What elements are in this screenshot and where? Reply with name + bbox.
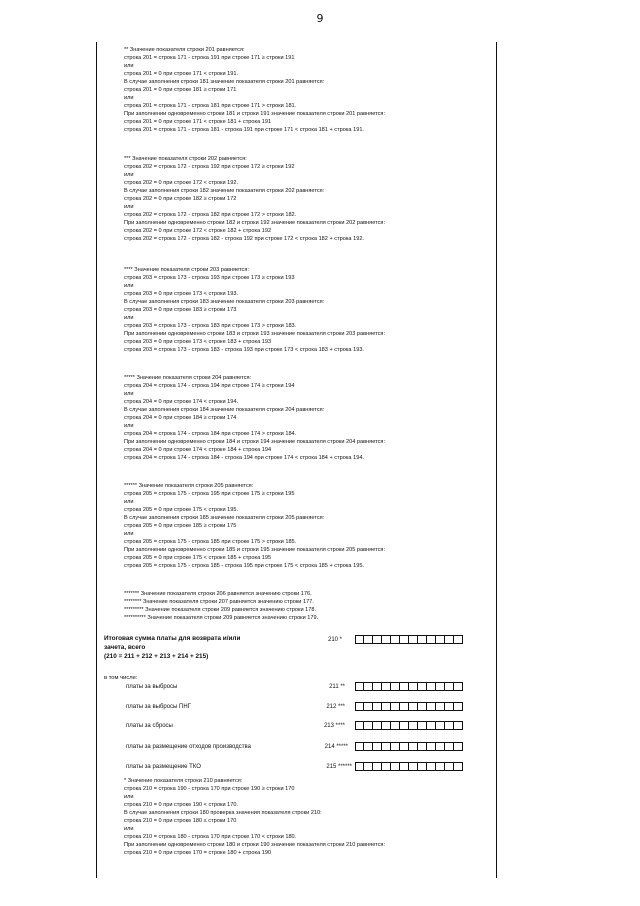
digit-cell[interactable] <box>355 702 364 711</box>
note-line: строка 203 = 0 при строке 173 < строке 183 + строка 193 <box>124 339 272 345</box>
note-line: или <box>124 391 134 397</box>
note-line: строка 202 = 0 при строке 172 < строке 182 + строка 192 <box>124 228 272 234</box>
note-line: строка 202 = строка 172 - строка 182 - строка 192 при строке 172 < строка 182 + строка 192. <box>124 236 364 242</box>
digit-cell[interactable] <box>400 635 409 644</box>
total-line: (210 = 211 + 212 + 213 + 214 + 215) <box>104 653 209 660</box>
digit-cell[interactable] <box>418 702 427 711</box>
row-cells-211[interactable] <box>355 682 463 692</box>
digit-cell[interactable] <box>355 682 364 691</box>
note-line: строка 210 = 0 при строке 170 = строке 180 + строка 190 <box>124 850 272 856</box>
note-line: В случае заполнения строки 185 значение показателя строки 205 равняется: <box>124 515 325 521</box>
note-line: или <box>124 63 134 69</box>
digit-cell[interactable] <box>409 702 418 711</box>
note-line: или <box>124 531 134 537</box>
note-line: ******** Значение показателя строки 207 равняется значению строки 177. <box>124 599 314 605</box>
digit-cell[interactable] <box>373 742 382 751</box>
note-line: или <box>124 315 134 321</box>
note-line: строка 210 = строка 180 - строка 170 при строке 170 < строки 180. <box>124 834 297 840</box>
row-label-215: платы за размещение ТКО <box>126 764 201 770</box>
note-line: *** Значение показателя строки 202 равняется: <box>124 156 247 162</box>
row-code-213: 213 **** <box>323 723 345 729</box>
digit-cell[interactable] <box>409 762 418 771</box>
note-line: ********** Значение показателя строки 209 равняется значению строки 179. <box>124 615 319 621</box>
note-line: ****** Значение показателя строки 205 равняется: <box>124 483 254 489</box>
note-line: или <box>124 499 134 505</box>
note-line: или <box>124 204 134 210</box>
digit-cell[interactable] <box>436 762 445 771</box>
note-line: строка 205 = строка 175 - строка 195 при строке 175 ≥ строки 195 <box>124 491 295 497</box>
total-line: зачета, всего <box>104 644 146 651</box>
digit-cell[interactable] <box>436 702 445 711</box>
digit-cell[interactable] <box>454 721 463 730</box>
digit-cell[interactable] <box>355 721 364 730</box>
digit-cell[interactable] <box>355 635 364 644</box>
note-203 <box>124 266 484 354</box>
note-line: строка 202 = 0 при строке 182 ≥ строки 172 <box>124 196 237 202</box>
digit-cell[interactable] <box>445 742 454 751</box>
note-extra <box>124 590 484 622</box>
note-line: или <box>124 172 134 178</box>
row-label-211: платы за выбросы <box>126 684 178 690</box>
digit-cell[interactable] <box>427 635 436 644</box>
note-line: или <box>124 794 134 800</box>
note-line: ********* Значение показателя строки 209 равняется значению строки 178. <box>124 607 317 613</box>
digit-cell[interactable] <box>454 742 463 751</box>
row-label-212: платы за выбросы ПНГ <box>126 704 191 710</box>
digit-cell[interactable] <box>418 635 427 644</box>
digit-cell[interactable] <box>400 682 409 691</box>
note-line: При заполнении одновременно строки 181 и строки 191 значение показателя строки 201 равняется: <box>124 111 386 117</box>
digit-cell[interactable] <box>382 742 391 751</box>
digit-cell[interactable] <box>391 682 400 691</box>
note-line: строка 210 = 0 при строке 180 ≤ строки 170 <box>124 818 237 824</box>
note-line: строка 202 = 0 при строке 172 < строки 192. <box>124 180 239 186</box>
digit-cell[interactable] <box>400 702 409 711</box>
digit-cell[interactable] <box>391 702 400 711</box>
digit-cell[interactable] <box>445 635 454 644</box>
row-cells-214[interactable] <box>355 742 463 752</box>
digit-cell[interactable] <box>454 682 463 691</box>
digit-cell[interactable] <box>364 682 373 691</box>
note-line: ******* Значение показателя строки 206 равняется значению строки 176. <box>124 591 312 597</box>
note-line: строка 203 = 0 при строке 183 ≥ строки 173 <box>124 307 237 313</box>
total-label <box>104 634 264 661</box>
digit-cell[interactable] <box>364 702 373 711</box>
digit-cell[interactable] <box>445 702 454 711</box>
note-line: или <box>124 283 134 289</box>
note-line: строка 205 = 0 при строке 185 ≥ строки 175 <box>124 523 237 529</box>
row-code-215: 215 ****** <box>326 764 352 770</box>
note-line: строка 205 = 0 при строке 175 < строке 185 + строка 195 <box>124 555 272 561</box>
note-line: или <box>124 826 134 832</box>
note-line: * Значение показателя строки 210 равняется: <box>124 778 243 784</box>
digit-cell[interactable] <box>391 762 400 771</box>
digit-cell[interactable] <box>373 635 382 644</box>
digit-cell[interactable] <box>409 635 418 644</box>
note-line: строка 204 = строка 174 - строка 184 - строка 194 при строке 174 < строка 184 + строка 194. <box>124 455 364 461</box>
note-line: строка 204 = 0 при строке 174 < строке 184 + строка 194 <box>124 447 272 453</box>
note-line: строка 203 = строка 173 - строка 193 при строке 173 ≥ строки 193 <box>124 275 295 281</box>
digit-cell[interactable] <box>373 682 382 691</box>
note-line: При заполнении одновременно строки 182 и строки 192 значение показателя строки 202 равняется: <box>124 220 386 226</box>
digit-cell[interactable] <box>436 742 445 751</box>
row-label-213: платы за сбросы <box>126 723 173 729</box>
digit-cell[interactable] <box>373 721 382 730</box>
digit-cell[interactable] <box>445 721 454 730</box>
note-line: строка 205 = строка 175 - строка 185 - строка 195 при строке 175 < строка 185 + строка 195. <box>124 563 364 569</box>
note-line: строка 210 = 0 при строке 190 < строки 170. <box>124 802 239 808</box>
note-line: строка 205 = 0 при строке 175 < строки 195. <box>124 507 239 513</box>
note-204 <box>124 374 484 462</box>
note-line: В случае заполнения строки 181 значение показателя строки 201 равняется: <box>124 79 325 85</box>
digit-cell[interactable] <box>382 762 391 771</box>
note-210 <box>124 777 484 857</box>
note-line: ***** Значение показателя строки 204 равняется: <box>124 375 252 381</box>
digit-cell[interactable] <box>355 762 364 771</box>
digit-cell[interactable] <box>454 635 463 644</box>
page-number: 9 <box>316 12 324 25</box>
digit-cell[interactable] <box>418 742 427 751</box>
digit-cell[interactable] <box>364 721 373 730</box>
digit-cell[interactable] <box>364 635 373 644</box>
note-line: или <box>124 95 134 101</box>
digit-cell[interactable] <box>400 762 409 771</box>
note-line: строка 210 = строка 190 - строка 170 при строке 190 ≥ строки 170 <box>124 786 295 792</box>
digit-cell[interactable] <box>436 721 445 730</box>
row-code-214: 214 ***** <box>324 744 348 750</box>
in-that-number: в том числе: <box>104 675 138 681</box>
row-cells-213[interactable] <box>355 721 463 731</box>
note-205 <box>124 482 484 570</box>
digit-cell[interactable] <box>364 742 373 751</box>
digit-cell[interactable] <box>409 682 418 691</box>
note-line: строка 202 = строка 172 - строка 192 при строке 172 ≥ строки 192 <box>124 164 295 170</box>
digit-cell[interactable] <box>436 682 445 691</box>
digit-cell[interactable] <box>409 721 418 730</box>
note-line: или <box>124 423 134 429</box>
note-line: строка 205 = строка 175 - строка 185 при строке 175 > строки 185. <box>124 539 297 545</box>
digit-cell[interactable] <box>382 721 391 730</box>
note-line: При заполнении одновременно строки 180 и строки 190 значение показателя строки 210 равняется: <box>124 842 386 848</box>
note-201 <box>124 46 484 134</box>
note-line: При заполнении одновременно строки 183 и строки 193 значение показателя строки 203 равняется: <box>124 331 386 337</box>
digit-cell[interactable] <box>391 742 400 751</box>
total-line: Итоговая сумма платы для возврата и/или <box>104 635 241 642</box>
digit-cell[interactable] <box>418 721 427 730</box>
digit-cell[interactable] <box>400 742 409 751</box>
digit-cell[interactable] <box>427 742 436 751</box>
digit-cell[interactable] <box>409 742 418 751</box>
row-code-211: 211 ** <box>329 684 345 690</box>
digit-cell[interactable] <box>454 762 463 771</box>
note-line: строка 204 = строка 174 - строка 194 при строке 174 ≥ строки 194 <box>124 383 295 389</box>
row-cells-212[interactable] <box>355 702 463 712</box>
digit-cell[interactable] <box>382 635 391 644</box>
note-line: В случае заполнения строки 183 значение показателя строки 203 равняется: <box>124 299 325 305</box>
note-line: В случае заполнения строки 182 значение показателя строки 202 равняется: <box>124 188 325 194</box>
digit-cell[interactable] <box>436 635 445 644</box>
note-line: При заполнении одновременно строки 184 и строки 194 значение показателя строки 204 равняется: <box>124 439 386 445</box>
note-line: При заполнении одновременно строки 185 и строки 195 значение показателя строки 205 равняется: <box>124 547 386 553</box>
note-line: **** Значение показателя строки 203 равняется: <box>124 267 249 273</box>
row-cells-215[interactable] <box>355 762 463 772</box>
right-margin-rule <box>496 42 497 878</box>
note-line: В случае заполнения строки 180 проверка значения показателя строки 210: <box>124 810 322 816</box>
note-line: ** Значение показателя строки 201 равняется: <box>124 47 245 53</box>
digit-cell[interactable] <box>373 702 382 711</box>
row-label-214: платы за размещение отходов производства <box>126 744 251 750</box>
digit-cell[interactable] <box>418 762 427 771</box>
note-line: строка 201 = 0 при строке 171 < строке 181 + строка 191 <box>124 119 272 125</box>
digit-cell[interactable] <box>382 682 391 691</box>
note-line: строка 201 = строка 171 - строка 191 при строке 171 ≥ строки 191 <box>124 55 295 61</box>
note-line: строка 201 = 0 при строке 171 < строки 191. <box>124 71 239 77</box>
note-line: строка 203 = строка 173 - строка 183 при строке 173 > строки 183. <box>124 323 297 329</box>
note-line: строка 203 = строка 173 - строка 183 - строка 193 при строке 173 < строка 183 + строка 193. <box>124 347 364 353</box>
note-line: строка 204 = строка 174 - строка 184 при строке 174 > строки 184. <box>124 431 297 437</box>
digit-cell[interactable] <box>400 721 409 730</box>
left-margin-rule <box>96 42 97 878</box>
row-code-212: 212 *** <box>326 704 345 710</box>
digit-cell[interactable] <box>391 721 400 730</box>
total-code: 210 * <box>327 637 342 643</box>
note-line: строка 203 = 0 при строке 173 < строки 193. <box>124 291 239 297</box>
note-line: строка 201 = 0 при строке 181 ≥ строки 171 <box>124 87 237 93</box>
digit-cell[interactable] <box>427 762 436 771</box>
digit-cell[interactable] <box>427 682 436 691</box>
note-line: строка 204 = 0 при строке 174 < строки 194. <box>124 399 239 405</box>
note-line: В случае заполнения строки 184 значение показателя строки 204 равняется: <box>124 407 325 413</box>
digit-cell[interactable] <box>418 682 427 691</box>
digit-cell[interactable] <box>382 702 391 711</box>
digit-cell[interactable] <box>445 762 454 771</box>
note-line: строка 204 = 0 при строке 184 ≥ строки 174 <box>124 415 237 421</box>
digit-cell[interactable] <box>373 762 382 771</box>
total-cells[interactable] <box>355 635 463 645</box>
digit-cell[interactable] <box>364 762 373 771</box>
digit-cell[interactable] <box>427 702 436 711</box>
digit-cell[interactable] <box>355 742 364 751</box>
digit-cell[interactable] <box>445 682 454 691</box>
note-202 <box>124 155 484 243</box>
digit-cell[interactable] <box>427 721 436 730</box>
note-line: строка 201 = строка 171 - строка 181 при строке 171 > строки 181. <box>124 103 297 109</box>
digit-cell[interactable] <box>454 702 463 711</box>
note-line: строка 202 = строка 172 - строка 182 при строке 172 > строки 182. <box>124 212 297 218</box>
digit-cell[interactable] <box>391 635 400 644</box>
note-line: строка 201 = строка 171 - строка 181 - строка 191 при строке 171 < строка 181 + строка 191. <box>124 127 364 133</box>
